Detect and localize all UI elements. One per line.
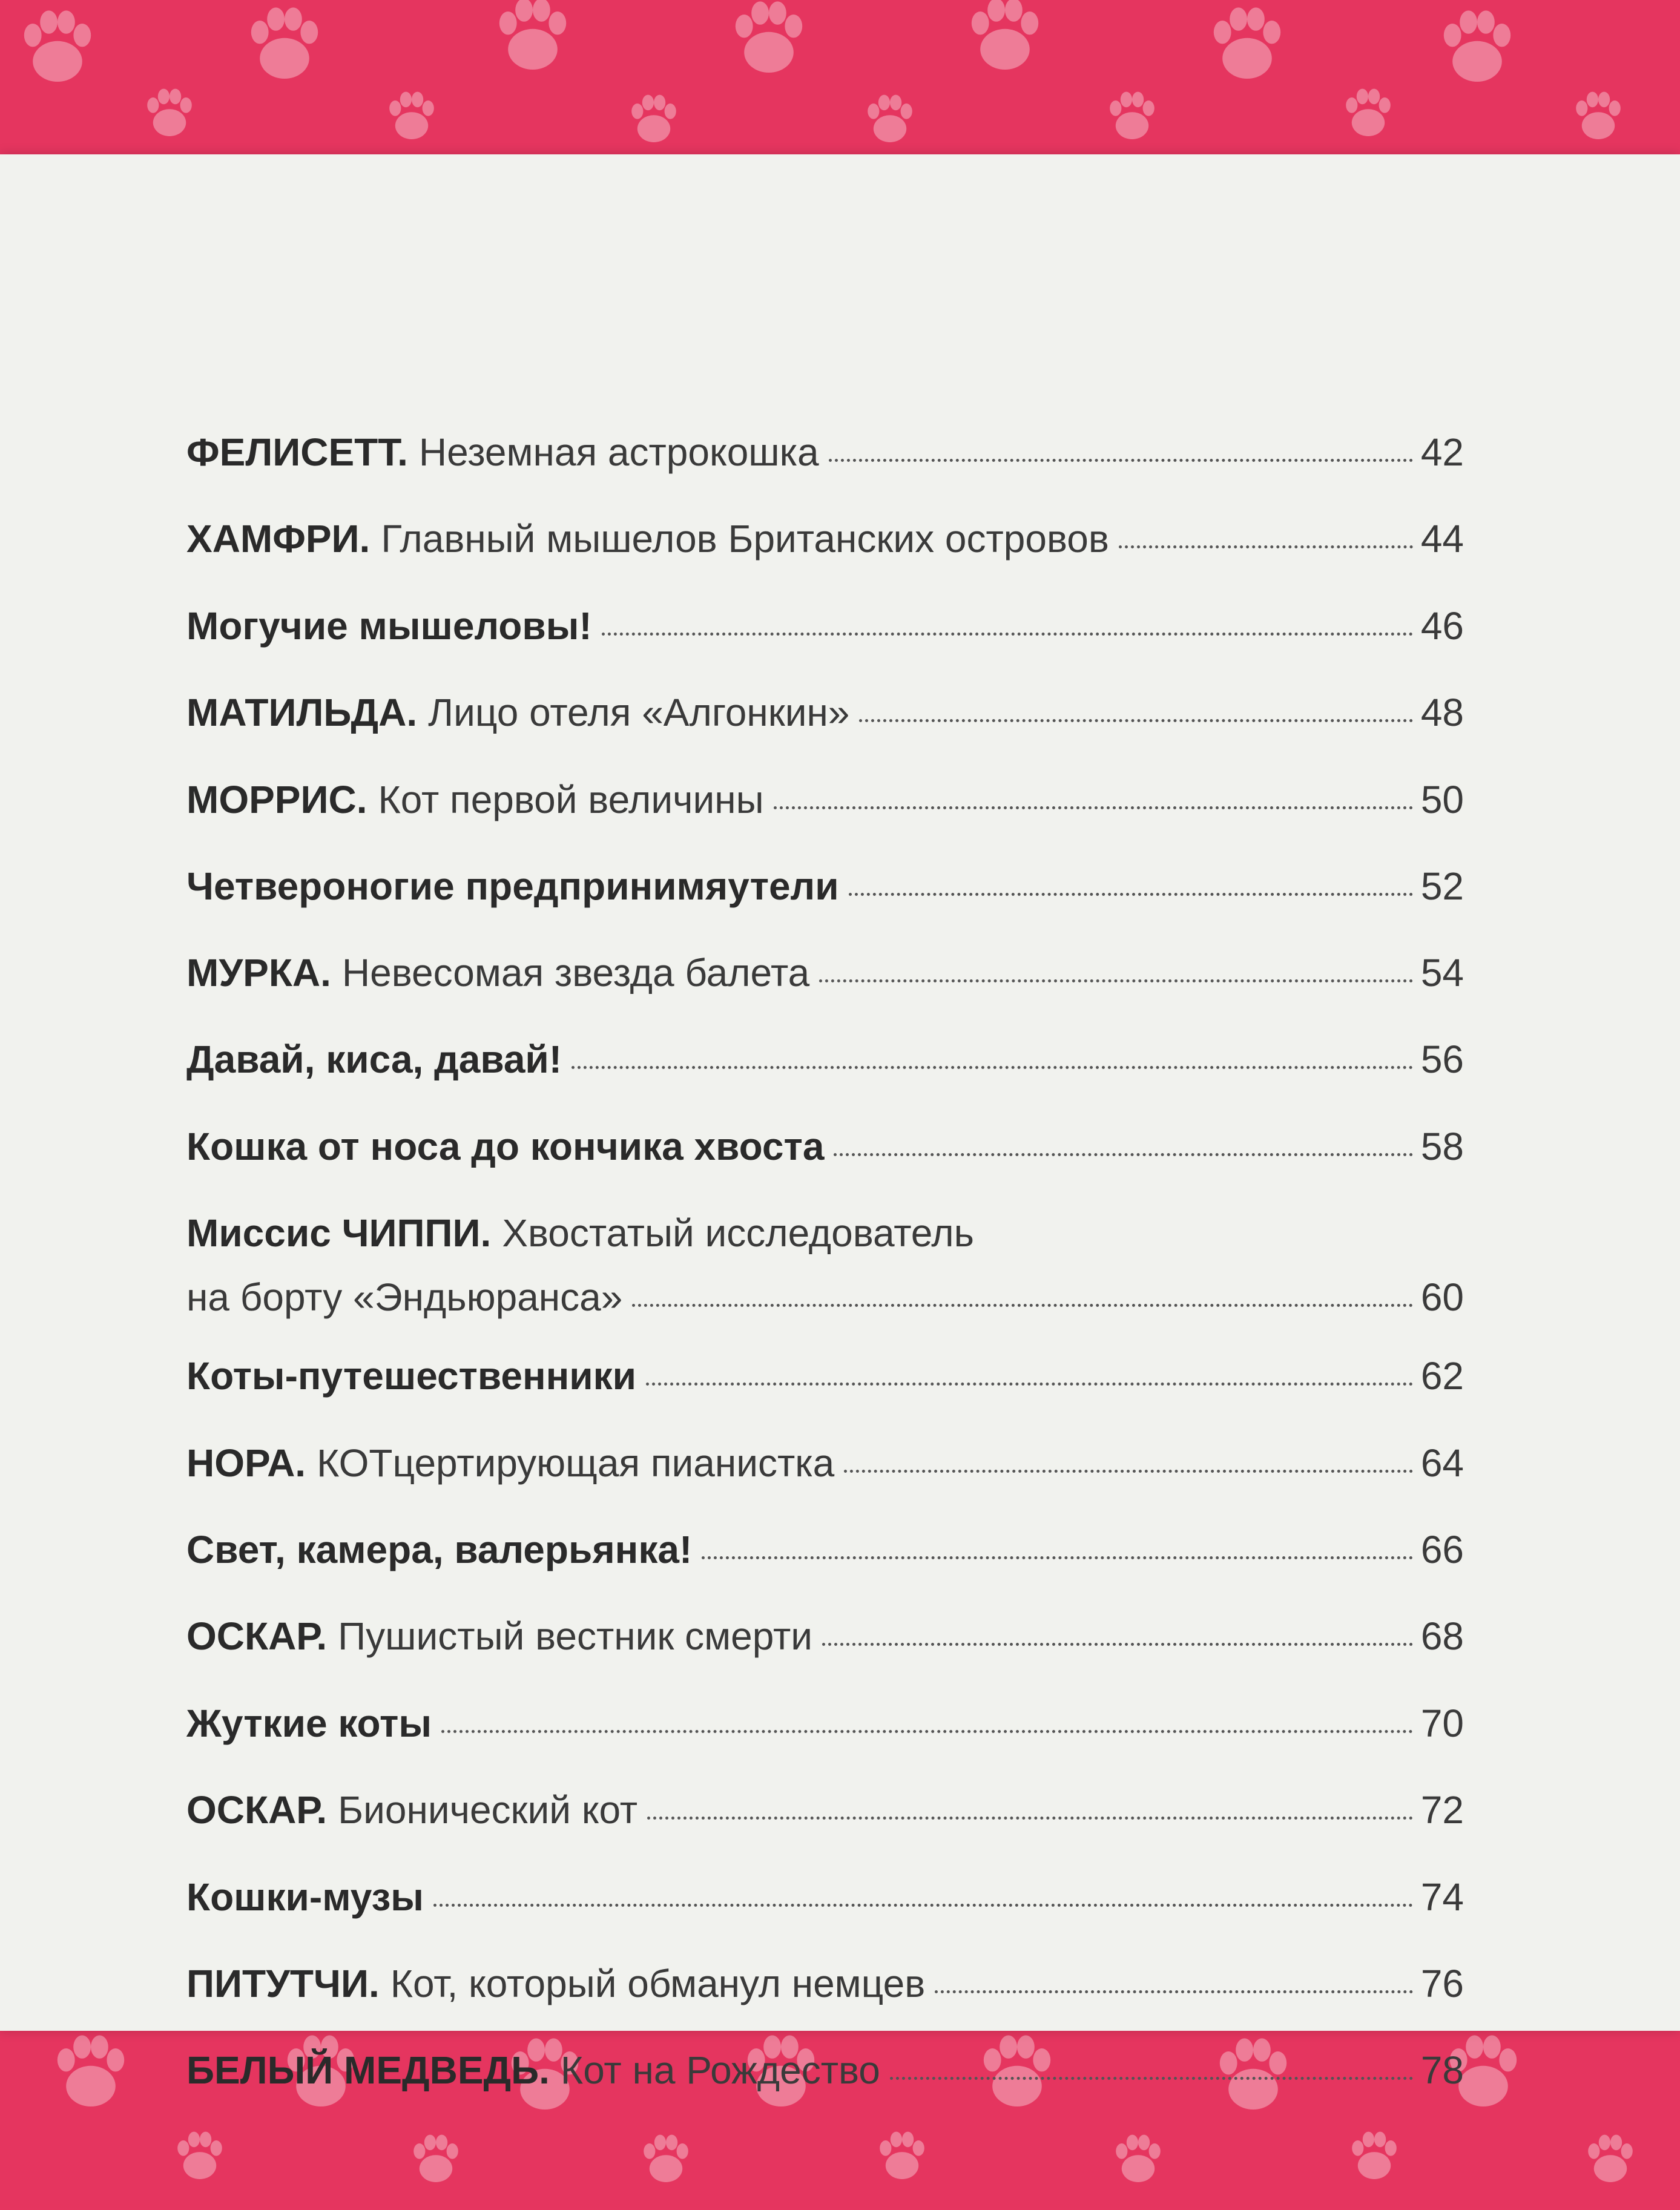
dot-leader: [849, 893, 1413, 896]
dot-leader: [572, 1066, 1413, 1069]
toc-entry-heading: Могучие мышеловы!: [186, 604, 592, 648]
toc-entry: [186, 430, 1464, 474]
toc-entry-subtitle: Кот на Рождество: [560, 2048, 880, 2092]
paw-icon: [1444, 10, 1510, 82]
toc-entry: [186, 951, 1464, 995]
dot-leader: [774, 806, 1413, 809]
toc-entry-heading: Кошка от носа до кончика хвоста: [186, 1125, 825, 1168]
toc-page-number: 54: [1420, 951, 1464, 995]
toc-entry: [186, 1964, 1464, 2003]
toc-entry: [186, 864, 1464, 908]
paw-icon: [1576, 92, 1621, 139]
toc-entry-subtitle: КОТцертирующая пианистка: [317, 1441, 835, 1485]
toc-entry-heading: МУРКА.: [186, 951, 331, 995]
paw-icon: [868, 95, 912, 142]
toc-page-number: 66: [1420, 1528, 1464, 1571]
dot-leader: [647, 1817, 1413, 1820]
paw-icon: [631, 95, 676, 142]
toc-entry-heading: ХАМФРИ.: [186, 517, 371, 561]
toc-entry: [186, 1040, 1464, 1079]
toc-entry-heading: НОРА.: [186, 1441, 306, 1485]
paw-icon: [1346, 89, 1391, 136]
dot-leader: [602, 633, 1413, 636]
toc-page-number: 42: [1420, 430, 1464, 474]
toc-entry-subtitle: Хвостатый исследователь: [502, 1211, 974, 1255]
toc-entry-heading: Кошки-музы: [186, 1875, 424, 1919]
dot-leader: [844, 1470, 1413, 1473]
paw-icon: [58, 2035, 124, 2106]
toc-page-number: 72: [1420, 1788, 1464, 1832]
paw-icon: [972, 0, 1038, 70]
paw-icon: [389, 92, 434, 139]
toc-entry-heading: Свет, камера, валерьянка!: [186, 1528, 693, 1571]
toc-entry-heading: ОСКАР.: [186, 1614, 328, 1658]
toc-page-number: 52: [1420, 864, 1464, 908]
paw-icon: [1214, 7, 1280, 79]
paw-icon: [1352, 2132, 1397, 2179]
toc-entry-heading: Миссис ЧИППИ.: [186, 1211, 492, 1255]
dot-leader: [829, 459, 1413, 462]
toc-entry-heading: БЕЛЫЙ МЕДВЕДЬ.: [186, 2048, 550, 2092]
toc-page-number: 44: [1420, 517, 1464, 561]
toc-entry: [186, 604, 1464, 648]
toc-entry: [186, 1704, 1464, 1743]
toc-entry-heading: Жуткие коты: [186, 1702, 432, 1745]
toc-page-number: 76: [1420, 1962, 1464, 2005]
dot-leader: [859, 719, 1413, 722]
toc-entry: [186, 1211, 1464, 1319]
toc-entry-heading: Четвероногие предпринимяутели: [186, 864, 839, 908]
toc-entry-heading: Коты-путешественники: [186, 1354, 636, 1398]
toc-entry: [186, 693, 1464, 732]
paw-icon: [1116, 2135, 1161, 2182]
paw-icon: [177, 2132, 222, 2179]
toc-entry-subtitle: Бионический кот: [338, 1788, 638, 1832]
toc-entry-heading: Давай, киса, давай!: [186, 1038, 562, 1081]
toc-entry-first-line: [186, 1211, 1464, 1255]
paw-icon: [147, 89, 192, 136]
dot-leader: [822, 1643, 1413, 1646]
toc-entry-heading: МАТИЛЬДА.: [186, 691, 418, 734]
toc-entry-subtitle: Главный мышелов Британских островов: [381, 517, 1109, 561]
paw-icon: [880, 2132, 924, 2179]
book-page: [0, 154, 1680, 2092]
toc-entry: [186, 1354, 1464, 1398]
toc-entry: [186, 780, 1464, 819]
dot-leader: [441, 1730, 1413, 1733]
toc-page-number: 68: [1420, 1614, 1464, 1658]
toc-entry-subtitle: Лицо отеля «Алгонкин»: [428, 691, 850, 734]
toc-page-number: 74: [1420, 1875, 1464, 1919]
toc-entry: [186, 1441, 1464, 1485]
toc-page-number: 50: [1420, 778, 1464, 821]
dot-leader: [632, 1304, 1413, 1307]
dot-leader: [646, 1383, 1413, 1386]
toc-page-number: 70: [1420, 1702, 1464, 1745]
toc-entry-subtitle: Невесомая звезда балета: [341, 951, 810, 995]
toc-entry-heading: ФЕЛИСЕТТ.: [186, 430, 408, 474]
paw-icon: [24, 10, 91, 82]
paw-icon: [499, 0, 566, 70]
toc-entry-heading: ПИТУТЧИ.: [186, 1962, 380, 2005]
toc-page-number: 62: [1420, 1354, 1464, 1398]
toc-page-number: 78: [1420, 2048, 1464, 2092]
dot-leader: [890, 2077, 1413, 2080]
toc-page-number: 56: [1420, 1038, 1464, 1081]
paw-icon: [736, 1, 802, 73]
toc-entry-subtitle-continued: на борту «Эндьюранса»: [186, 1275, 623, 1319]
toc-page-number: 60: [1420, 1275, 1464, 1319]
dot-leader: [935, 1990, 1413, 1993]
toc-entry-subtitle: Кот первой величины: [378, 778, 764, 821]
toc-entry-subtitle: Пушистый вестник смерти: [338, 1614, 812, 1658]
toc-entry: [186, 1614, 1464, 1658]
toc-entry: [186, 1875, 1464, 1919]
toc-page-number: 48: [1420, 691, 1464, 734]
paw-icon: [644, 2135, 688, 2182]
paw-icon: [413, 2135, 458, 2182]
paw-icon: [1588, 2135, 1633, 2182]
dot-leader: [834, 1153, 1413, 1156]
dot-leader: [1119, 545, 1413, 548]
dot-leader: [819, 979, 1413, 982]
toc-entry: [186, 1127, 1464, 1166]
toc-entry-subtitle: Кот, который обманул немцев: [390, 1962, 926, 2005]
paw-icon: [1110, 92, 1155, 139]
toc-entry: [186, 517, 1464, 561]
toc-entry: [186, 2048, 1464, 2092]
toc-entry-heading: МОРРИС.: [186, 778, 367, 821]
toc-page-number: 64: [1420, 1441, 1464, 1485]
toc-entry-subtitle: Неземная астрокошка: [418, 430, 819, 474]
toc-entry: [186, 1788, 1464, 1832]
toc-page-number: 58: [1420, 1125, 1464, 1168]
toc-entry-heading: ОСКАР.: [186, 1788, 328, 1832]
paw-icon: [251, 7, 318, 79]
toc-page-number: 46: [1420, 604, 1464, 648]
dot-leader: [702, 1556, 1413, 1559]
dot-leader: [433, 1904, 1413, 1907]
toc-entry: [186, 1530, 1464, 1569]
